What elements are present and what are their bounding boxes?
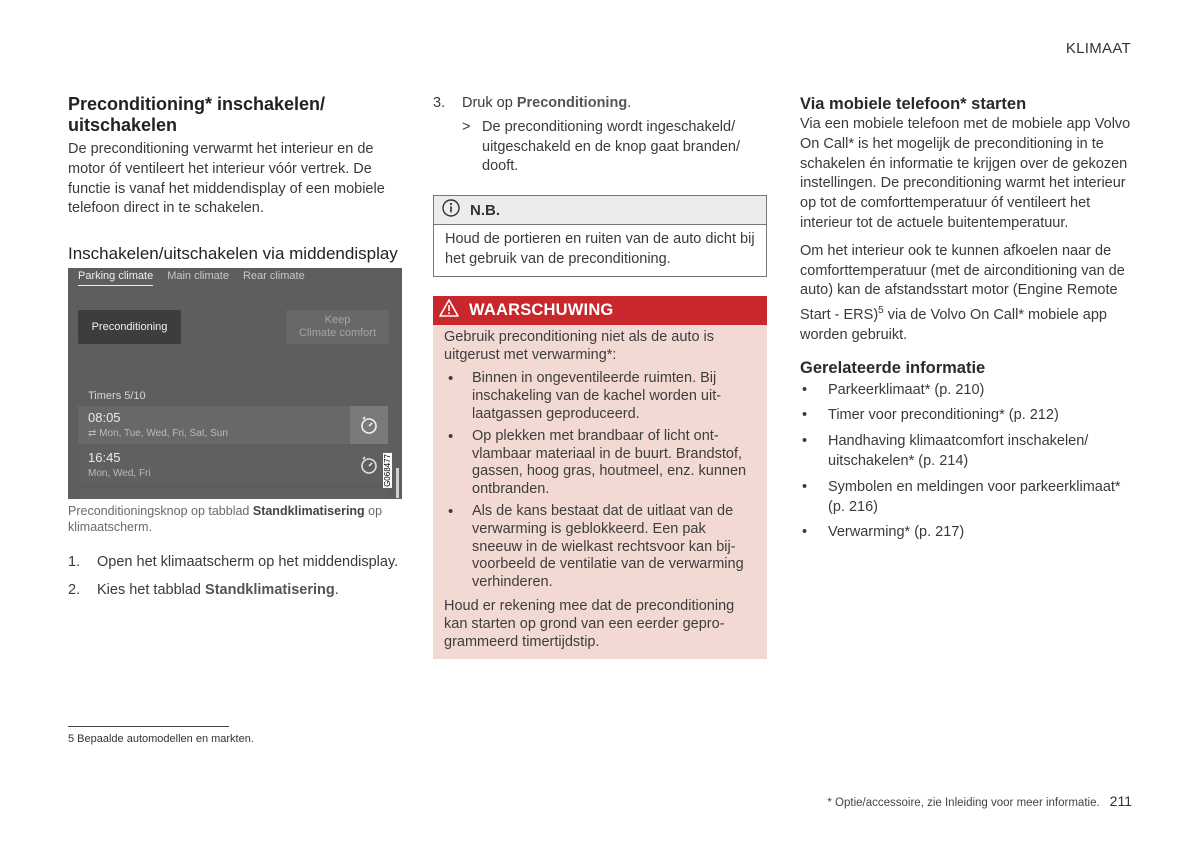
warning-item: • Binnen in ongeventileerde ruimten. Bij inschakeling van de kachel worden uitlaatgassen geproduceerd. (444, 370, 756, 423)
footer-note: * Optie/accessoire, zie Inleiding voor meer informatie. (827, 797, 1100, 809)
footnote-divider (68, 726, 229, 727)
caption-bold: Standklimatisering (252, 504, 365, 519)
timer-row-partial (78, 490, 388, 499)
warning-item: • Op plekken met brandbaar of licht ontvlambaar materiaal in de buurt. Brandstof, gassen, hoog gras, houtmeel, enz. kunnen ontbranden. (444, 428, 756, 499)
image-caption (68, 503, 402, 535)
para-text-end: via de Volvo On Call* mobiele app worden gebruikt. (800, 307, 1107, 343)
section-header: KLIMAAT (1065, 40, 1131, 57)
related-link[interactable]: • Timer voor preconditioning* (p. 212) (800, 406, 1134, 426)
related-link[interactable]: • Handhaving klimaatcomfort inschakelen/ uitschakelen* (p. 214) (800, 432, 1134, 472)
timer-row (78, 446, 388, 484)
section-subtitle: Inschakelen/uitschakelen via middendisplay (68, 244, 398, 264)
info-icon (442, 199, 460, 222)
warning-title: WAARSCHUWING (469, 300, 614, 319)
intro-paragraph: De preconditioning verwarmt het interieur en de motor óf ventileert het interieur vóór vertrek. De functie is vanaf het middendisplay of een mobiele telefoon direct in te schakelen. (68, 141, 385, 217)
step-text: Kies het tabblad (97, 581, 206, 598)
step-item (68, 553, 402, 573)
mobile-section-title: Via mobiele telefoon* starten (800, 95, 1027, 113)
warning-list (444, 370, 756, 592)
step-bold: Preconditioning (516, 95, 628, 111)
step-number: 3. (433, 95, 446, 111)
para-text: Om het interieur ook te kunnen afkoelen naar de comforttemperatuur (met de airconditioning van de auto) kan de afstandsstart motor (Engine Remote Start - ERS) (800, 242, 1125, 323)
repeat-icon: ⇄ (88, 428, 100, 440)
steps-list-continued (433, 94, 767, 114)
mobile-paragraph-2 (800, 242, 1134, 346)
climate-tabs (78, 270, 305, 286)
tab-parking-climate: Parking climate (78, 270, 153, 286)
timer-time: 08:05 (88, 410, 121, 426)
related-list (800, 381, 1134, 544)
steps-list (68, 553, 402, 601)
timer-days: Mon, Wed, Fri (88, 468, 151, 480)
tab-main-climate: Main climate (167, 270, 229, 283)
timer-time: 16:45 (88, 450, 121, 466)
timer-days (88, 428, 228, 439)
step-number: 1. (68, 554, 81, 571)
climate-screen-image (68, 268, 402, 499)
related-title: Gerelateerde informatie (800, 358, 986, 377)
tab-rear-climate: Rear climate (242, 270, 305, 283)
timers-label: Timers 5/10 (88, 390, 146, 403)
warning-body (433, 325, 767, 660)
related-link[interactable]: • Parkeerklimaat* (p. 210) (800, 381, 1134, 401)
timer-days-text: Mon, Tue, Wed, Fri, Sat, Sun (99, 428, 228, 440)
keep-label-line2: Climate comfort (298, 327, 377, 340)
page-title: Preconditioning* inschakelen/ uitschakelen (68, 94, 326, 135)
step-text-end: . (627, 95, 632, 111)
timer-clock-icon (350, 406, 388, 444)
keep-label-line1: Keep (324, 314, 351, 327)
warning-outro: Houd er rekening mee dat de preconditioning kan starten op grond van een eerder geprogrammeerd timertijdstip. (444, 597, 735, 650)
column-right (800, 94, 1134, 549)
step-item (68, 581, 402, 601)
image-code: G068477 (383, 454, 392, 488)
step-text-end: . (334, 581, 339, 598)
step-result (433, 118, 767, 177)
scrollbar-image (396, 468, 399, 498)
result-text: De preconditioning wordt ingeschakeld/ uitgeschakeld en de knop gaat branden/ dooft. (482, 118, 740, 175)
page-number: 211 (1109, 793, 1132, 809)
related-link[interactable]: • Verwarming* (p. 217) (800, 523, 1134, 543)
mobile-paragraph-1: Via een mobiele telefoon met de mobiele app Volvo On Call* is het mogelijk de preconditioning in te schakelen én informatie te krijgen over de gekozen instellingen. De preconditioning warmt het interieur op tot de comforttemperatuur óf ventileert het interieur tot de actuele buitentemperatuur. (800, 116, 1131, 231)
step-item (433, 94, 767, 114)
timer-row (78, 406, 388, 444)
warning-box (433, 296, 767, 660)
warning-intro: Gebruik preconditioning niet als de auto is uitgerust met verwarming*: (444, 328, 715, 363)
warning-item: • Als de kans bestaat dat de uitlaat van de verwarming is geblokkeerd. Een pak sneeuw in de wielkast rechtsvoor kan bijvoorbeeld de ventilatie van de verwarming verhinderen. (444, 503, 756, 592)
step-number: 2. (68, 581, 81, 598)
result-marker: > (462, 118, 471, 135)
step-bold: Standklimatisering (205, 581, 335, 598)
step-text: Druk op (462, 95, 517, 111)
footnote-ref: 5 (878, 305, 884, 317)
note-box (433, 195, 767, 277)
related-link[interactable]: • Symbolen en meldingen voor parkeerklimaat* (p. 216) (800, 478, 1134, 518)
caption-text-end: op klimaatscherm. (68, 504, 383, 535)
column-middle (433, 94, 767, 659)
note-header (434, 196, 766, 225)
warning-header (433, 296, 767, 325)
warning-triangle-icon (439, 299, 459, 322)
column-left (68, 94, 402, 609)
footnote: 5 Bepaalde automodellen en markten. (68, 733, 254, 745)
caption-text: Preconditioningsknop op tabblad (68, 504, 253, 519)
keep-climate-button-image (286, 310, 389, 344)
preconditioning-button-image: Preconditioning (78, 310, 181, 344)
page-footer (827, 793, 1132, 809)
note-text: Houd de portieren en ruiten van de auto dicht bij het gebruik van de preconditioning. (434, 225, 766, 276)
step-text: Open het klimaatscherm op het middendisplay. (97, 554, 399, 571)
note-title: N.B. (470, 201, 500, 219)
